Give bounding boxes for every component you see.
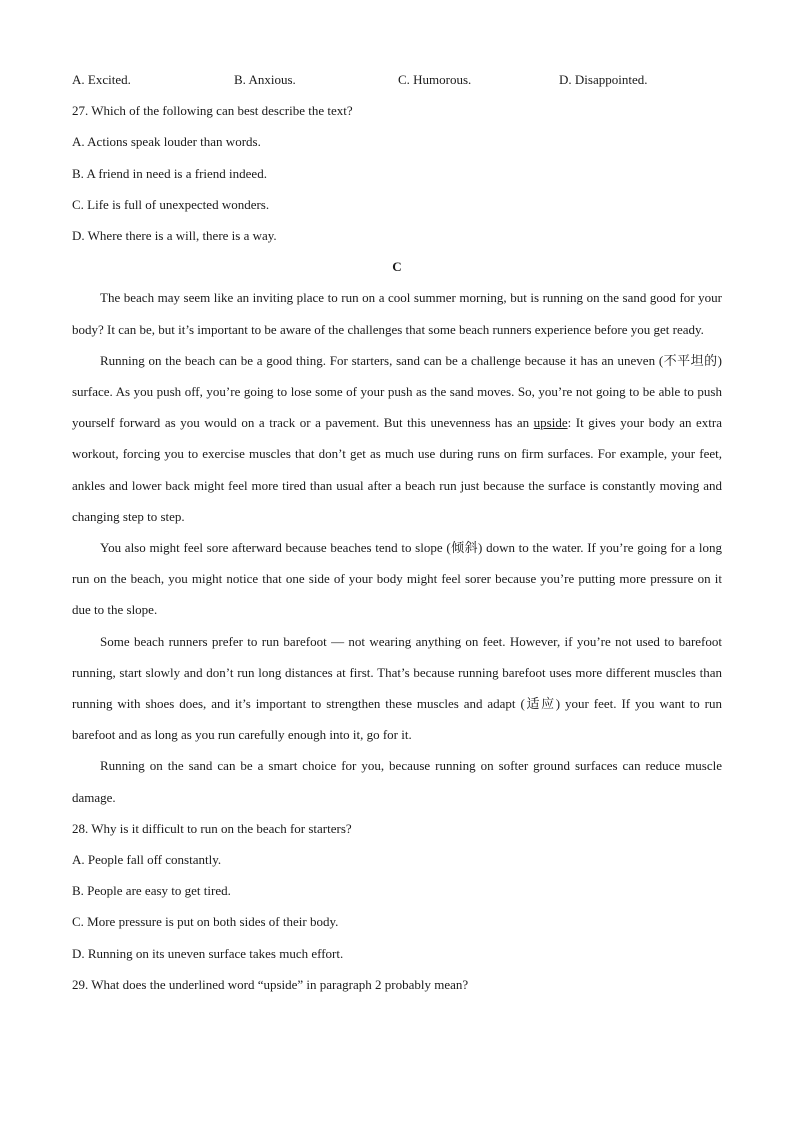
underlined-word-upside: upside	[533, 415, 568, 431]
q27-option-c[interactable]: C. Life is full of unexpected wonders.	[72, 196, 270, 212]
q27-option-d[interactable]: D. Where there is a will, there is a way.	[72, 227, 277, 243]
q28-option-d[interactable]: D. Running on its uneven surface takes much effort.	[72, 945, 344, 961]
passage-paragraph-3: You also might feel sore afterward because beaches tend to slope (倾斜) down to the water. If you’re going for a long run on the beach, you might notice that one side of your body might feel sorer because you’re putting more pressure on it due to the slope.	[72, 539, 722, 618]
q27-stem: 27. Which of the following can best describe the text?	[72, 103, 353, 119]
passage-paragraph-4: Some beach runners prefer to run barefoot — not wearing anything on feet. However, if you’re not used to barefoot running, start slowly and don’t run long distances at first. That’s because running barefoot uses more different muscles than running with shoes does, and it’s important to strengthen these muscles and adapt (适应) your feet. If you want to run barefoot and as long as you run carefully enough into it, go for it.	[72, 633, 722, 743]
q29-stem: 29. What does the underlined word “upside” in paragraph 2 probably mean?	[72, 976, 469, 992]
q27-option-a[interactable]: A. Actions speak louder than words.	[72, 134, 261, 150]
q28-stem: 28. Why is it difficult to run on the beach for starters?	[72, 820, 352, 836]
q27-option-b[interactable]: B. A friend in need is a friend indeed.	[72, 165, 267, 181]
passage-paragraph-1: The beach may seem like an inviting place to run on a cool summer morning, but is running on the sand good for your body? It can be, but it’s important to be aware of the challenges that some beach runners experience before you get ready.	[72, 290, 722, 337]
q26-option-c[interactable]: C. Humorous.	[398, 72, 472, 87]
q28-option-a[interactable]: A. People fall off constantly.	[72, 851, 222, 867]
paragraph-2-text-after: : It gives your body an extra workout, forcing you to exercise muscles that don’t get as much use during runs on firm surfaces. For example, your feet, ankles and lower back might feel more tired than usual after a beach run just because the surface is constantly moving and changing step to step.	[72, 415, 722, 524]
q26-option-a[interactable]: A. Excited.	[72, 72, 131, 87]
q26-options	[72, 64, 722, 95]
paragraph-2-text-before: Running on the beach can be a good thing. For starters, sand can be a challenge because it has an uneven (不平坦的) surface. As you push off, you’re going to lose some of your push as the sand moves. So, you’re not going to be able to push yourself forward as you would on a track or a pavement. But this unevenness has an	[72, 352, 722, 431]
q28-option-c[interactable]: C. More pressure is put on both sides of their body.	[72, 914, 339, 930]
q26-option-b[interactable]: B. Anxious.	[234, 72, 296, 87]
q26-option-d[interactable]: D. Disappointed.	[559, 72, 648, 87]
passage-paragraph-5: Running on the sand can be a smart choice for you, because running on softer ground surfaces can reduce muscle damage.	[72, 758, 722, 805]
section-label: C	[392, 259, 402, 275]
q28-option-b[interactable]: B. People are easy to get tired.	[72, 883, 231, 899]
passage-paragraph-2	[72, 345, 722, 532]
